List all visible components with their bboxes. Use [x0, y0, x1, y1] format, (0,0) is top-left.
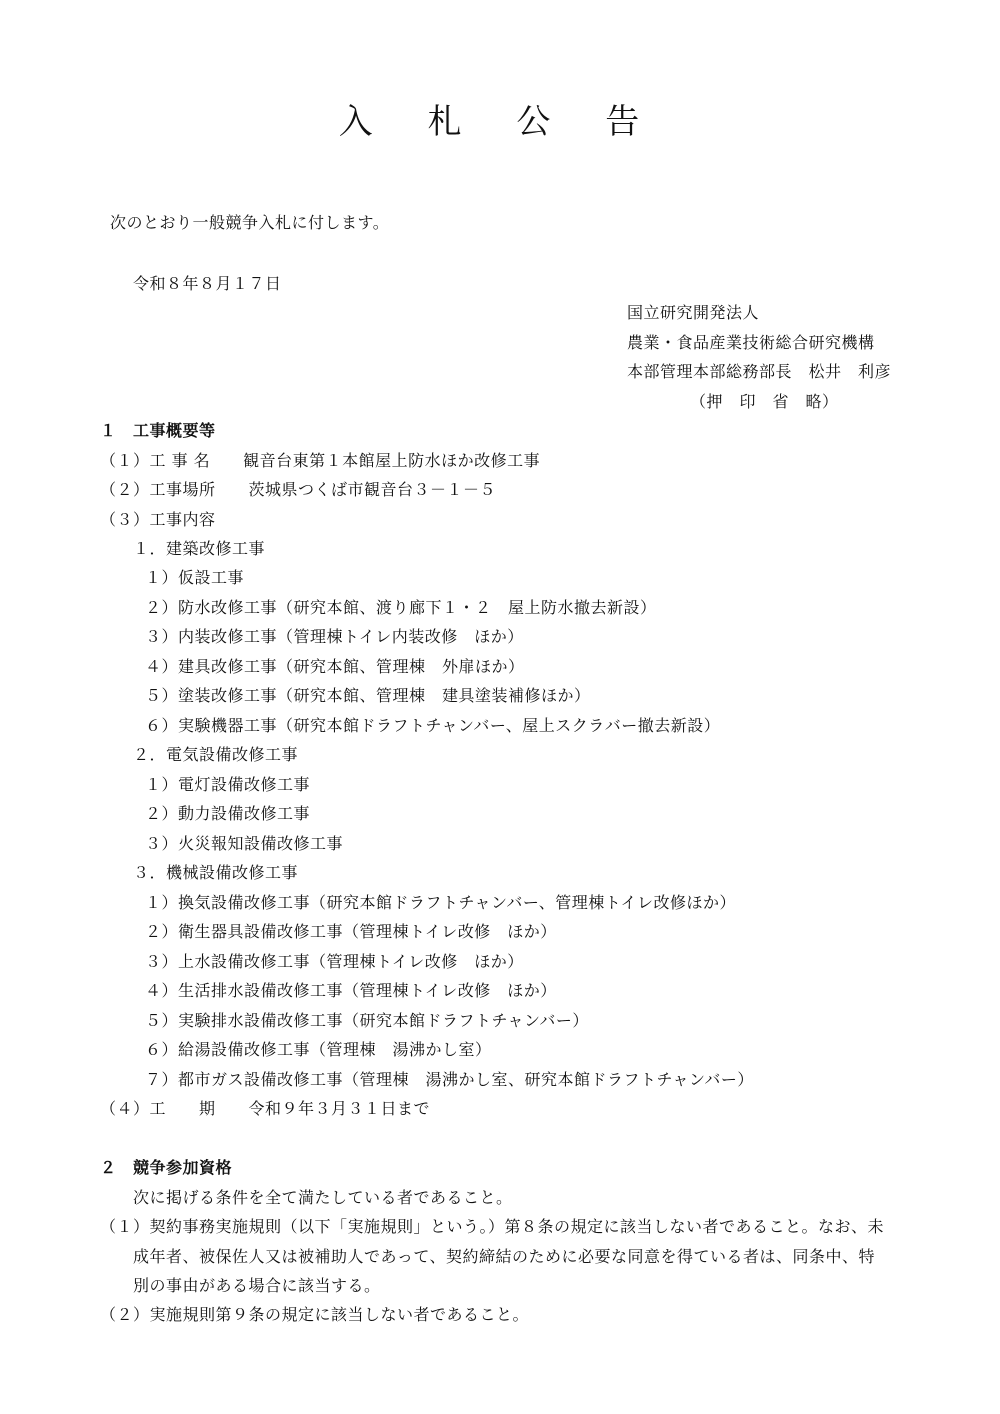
- notice-date: 令和８年８月１７日: [133, 274, 282, 293]
- section2-item1-line2: 成年者、被保佐人又は被補助人であって、契約締結のために必要な同意を得ている者は、同条中、特: [133, 1247, 876, 1266]
- group3-title: ３．機械設備改修工事: [133, 863, 299, 882]
- group2-title: ２．電気設備改修工事: [133, 745, 299, 764]
- group1-title: １．建築改修工事: [133, 539, 266, 558]
- issuer-org-name: 農業・食品産業技術総合研究機構: [627, 333, 875, 352]
- intro-text: 次のとおり一般競争入札に付します。: [110, 213, 390, 232]
- group3-item: ４）生活排水設備改修工事（管理棟トイレ改修 ほか）: [145, 981, 557, 1000]
- group3-item: ３）上水設備改修工事（管理棟トイレ改修 ほか）: [145, 952, 524, 971]
- group1-item: ３）内装改修工事（管理棟トイレ内装改修 ほか）: [145, 627, 524, 646]
- group3-item: １）換気設備改修工事（研究本館ドラフトチャンバー、管理棟トイレ改修ほか）: [145, 893, 736, 912]
- document-title: 入 札 公 告: [338, 102, 662, 142]
- section1-item1: （１）工 事 名 観音台東第１本館屋上防水ほか改修工事: [100, 451, 541, 470]
- issuer-org-type: 国立研究開発法人: [627, 303, 760, 322]
- group1-item: ２）防水改修工事（研究本館、渡り廊下１・２ 屋上防水撤去新設）: [145, 598, 657, 617]
- issuer-position-name: 本部管理本部総務部長 松井 利彦: [627, 362, 892, 381]
- group1-item: １）仮設工事: [145, 568, 245, 587]
- section2-lead: 次に掲げる条件を全て満たしている者であること。: [133, 1188, 513, 1207]
- section2-item1-line1: （１）契約事務実施規則（以下「実施規則」という。）第８条の規定に該当しない者であること。なお、未: [100, 1217, 885, 1236]
- section2-item1-line3: 別の事由がある場合に該当する。: [133, 1276, 381, 1295]
- group2-item: ３）火災報知設備改修工事: [145, 834, 344, 853]
- group3-item: ７）都市ガス設備改修工事（管理棟 湯沸かし室、研究本館ドラフトチャンバー）: [145, 1070, 754, 1089]
- section1-item2: （２）工事場所 茨城県つくば市観音台３－１－５: [100, 480, 497, 499]
- section1-heading: １ 工事概要等: [100, 421, 216, 440]
- group3-item: ６）給湯設備改修工事（管理棟 湯沸かし室）: [145, 1040, 492, 1059]
- group2-item: １）電灯設備改修工事: [145, 775, 311, 794]
- section1-item3: （３）工事内容: [100, 510, 216, 529]
- section2-item2: （２）実施規則第９条の規定に該当しない者であること。: [100, 1305, 530, 1324]
- group2-item: ２）動力設備改修工事: [145, 804, 311, 823]
- group3-item: ２）衛生器具設備改修工事（管理棟トイレ改修 ほか）: [145, 922, 557, 941]
- group1-item: ４）建具改修工事（研究本館、管理棟 外扉ほか）: [145, 657, 525, 676]
- seal-note: （押 印 省 略）: [690, 392, 839, 411]
- group1-item: ６）実験機器工事（研究本館ドラフトチャンバー、屋上スクラバー撤去新設）: [145, 716, 721, 735]
- group3-item: ５）実験排水設備改修工事（研究本館ドラフトチャンバー）: [145, 1011, 589, 1030]
- section1-item4: （４）工 期 令和９年３月３１日まで: [100, 1099, 431, 1118]
- section2-heading: ２ 競争参加資格: [100, 1158, 233, 1177]
- group1-item: ５）塗装改修工事（研究本館、管理棟 建具塗装補修ほか）: [145, 686, 591, 705]
